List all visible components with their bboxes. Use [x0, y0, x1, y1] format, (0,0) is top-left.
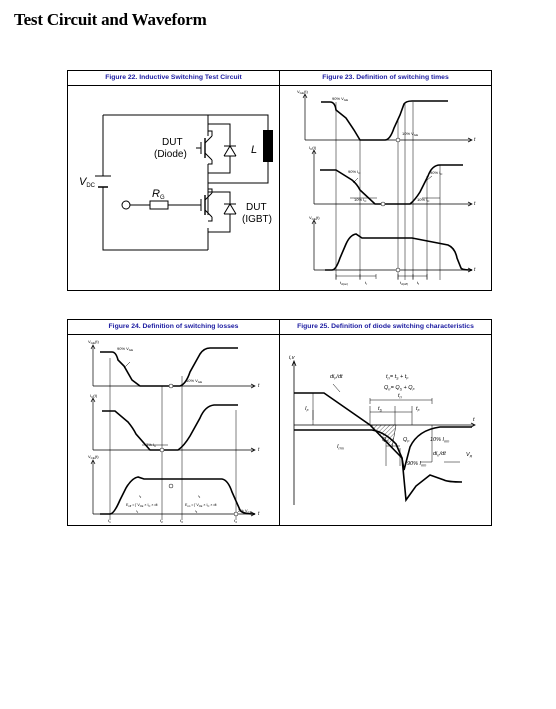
label-tf: $t_F$ [416, 406, 420, 413]
label-dut-igbt-2: (IGBT) [242, 214, 272, 225]
label-dut-igbt-1: DUT [246, 202, 267, 213]
label-irrm: $I_{rrm}$ [337, 444, 344, 451]
label-vr: $V_R$ [466, 452, 473, 459]
label-t2: $t_2$ [160, 518, 163, 524]
label-tdon: $t_{d(on)}$ [340, 280, 349, 286]
time-axis-t-2: t [474, 201, 476, 207]
label-t3: $t_3$ [180, 518, 183, 524]
eon-upper-limit: $t_4$ [198, 494, 201, 499]
page-title: Test Circuit and Waveform [14, 10, 207, 29]
label-10-ic-b: 10% $I_C$ [417, 197, 430, 203]
figure-25-caption: Figure 25. Definition of diode switching characteristics [280, 320, 491, 335]
label-inductor: L [251, 144, 258, 156]
time-axis-t-2: t [258, 447, 260, 453]
time-axis-t-3: t [474, 267, 476, 273]
label-dut-diode-2: (Diode) [154, 149, 187, 160]
axis-label-iv: i,v [289, 355, 295, 361]
eoff-upper-limit: $t_2$ [139, 494, 142, 499]
label-90-vge: 90% $V_{GE}$ [332, 96, 349, 102]
label-90-ic-b: 90% $I_C$ [430, 170, 443, 176]
label-90-vge: 90% $V_{GE}$ [117, 346, 134, 352]
label-dirrdt: $di_{rr}/dt$ [433, 451, 446, 458]
time-axis-t: t [473, 417, 475, 423]
axis-label-vge: $V_{GE}(t)$ [88, 339, 99, 345]
eoff-lower-limit: $t_1$ [136, 509, 139, 514]
label-tf: $t_f$ [417, 280, 419, 286]
label-10-irrm: 10% $I_{rrm}$ [430, 437, 450, 444]
label-90-ic-a: 90% $I_C$ [348, 169, 361, 175]
time-axis-t-3: t [258, 511, 260, 517]
label-ts: $t_S$ [378, 406, 382, 413]
figure-23-caption: Figure 23. Definition of switching times [280, 71, 491, 86]
figure-24-caption: Figure 24. Definition of switching losses [68, 320, 279, 335]
label-t1: $t_1$ [108, 518, 111, 524]
label-2-vce: 2% $V_{CE}$ [238, 508, 252, 514]
axis-label-vce: $V_{CE}(t)$ [309, 215, 320, 221]
label-2-ic: 2% $I_C$ [146, 442, 157, 448]
axis-label-vge: $V_{GE}(t)$ [297, 89, 308, 95]
label-t4: $t_4$ [234, 518, 237, 524]
qrr-equation: $Q_{rr}= Q_S + Q_F$ [384, 385, 415, 392]
trr-equation: $t_{rr}= t_S + t_F$ [386, 374, 409, 381]
label-qs: $Q_S$ [382, 437, 389, 444]
label-trr: $t_{rr}$ [398, 393, 402, 400]
label-90-irrm: 90% $I_{rrm}$ [407, 461, 427, 468]
axis-label-ic: $I_C(t)$ [309, 145, 317, 151]
label-10-vge: 10% $V_{GE}$ [186, 378, 203, 384]
eoff-formula: $E_{off}$ = ∫ $V_{CE} \times I_C$ × dt [126, 503, 158, 508]
eon-lower-limit: $t_3$ [195, 509, 198, 514]
label-rg: RG [152, 188, 165, 201]
label-10-ic-a: 10% $I_C$ [354, 197, 367, 203]
label-if: $I_F$ [305, 406, 309, 413]
time-axis-t-1: t [258, 383, 260, 389]
time-axis-t-1: t [474, 137, 476, 143]
label-difdt: $di_F/dt$ [330, 374, 343, 381]
label-tdoff: $t_{d(off)}$ [400, 280, 409, 286]
axis-label-ic: $I_C(t)$ [90, 393, 98, 399]
label-10-vge: 10% $V_{GE}$ [402, 131, 419, 137]
label-vdc: VDC [79, 176, 96, 189]
eon-formula: $E_{on}$ = ∫ $V_{CE} \times I_C$ × dt [185, 503, 217, 508]
label-tr: $t_r$ [365, 280, 368, 286]
figure-22-caption: Figure 22. Inductive Switching Test Circuit [68, 71, 279, 86]
axis-label-vce: $V_{CE}(t)$ [88, 454, 99, 460]
label-dut-diode-1: DUT [162, 137, 183, 148]
label-qf: $Q_F$ [403, 437, 410, 444]
